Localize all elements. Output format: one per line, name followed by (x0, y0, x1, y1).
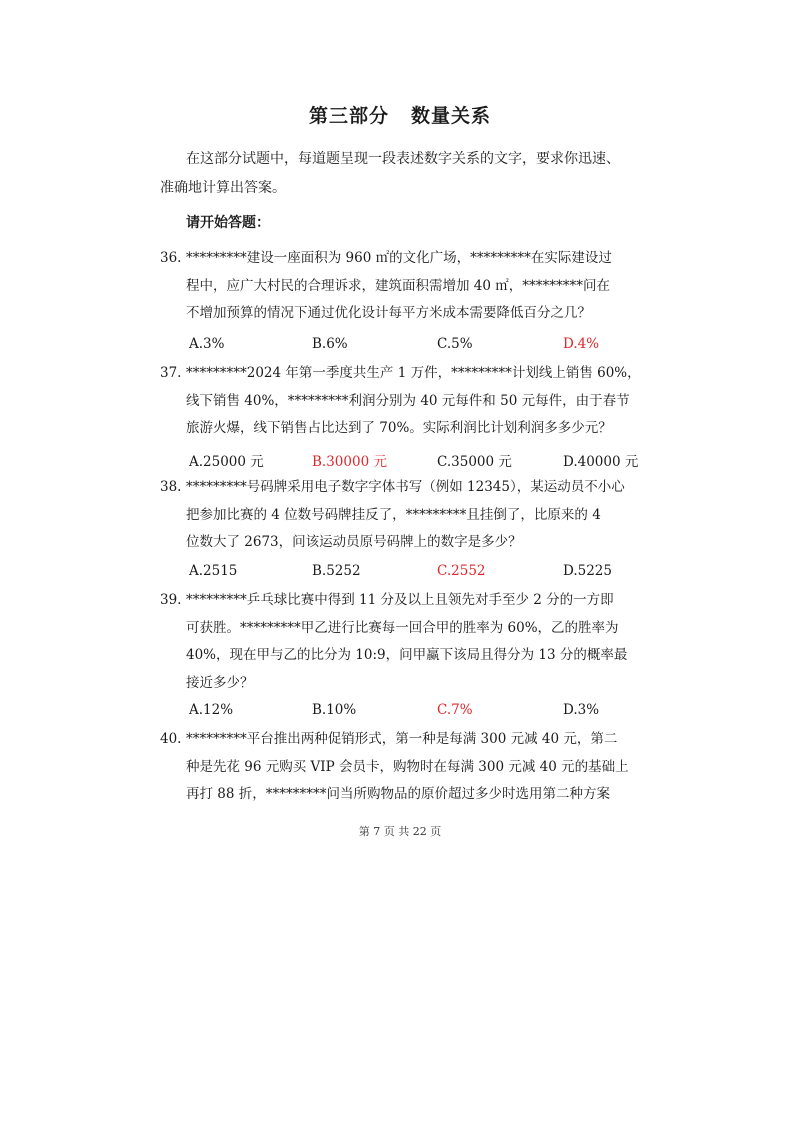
start-instruction: 请开始答题： (186, 215, 270, 231)
options-36 (189, 336, 639, 358)
options-37 (189, 450, 639, 472)
option-b[interactable]: B.6% (312, 336, 348, 352)
question-line: 旅游火爆，线下销售占比达到了 70%。实际利润比计划利润多多少元？ (186, 420, 612, 436)
question-line: 40%，现在甲与乙的比分为 10:9，问甲赢下该局且得分为 13 分的概率最 (186, 647, 628, 663)
question-line: 线下销售 40%，*********利润分别为 40 元每件和 50 元每件，由于春节 (186, 392, 630, 409)
option-b-answer[interactable]: B.30000 元 (312, 454, 387, 470)
options-39 (189, 702, 639, 724)
question-text (186, 474, 640, 557)
option-c-answer[interactable]: C.2552 (437, 563, 486, 579)
question-text (186, 726, 640, 809)
question-text (186, 587, 640, 697)
option-a[interactable]: A.3% (189, 336, 225, 352)
option-d[interactable]: D.40000 元 (563, 454, 639, 470)
intro-line: 准确地计算出答案。 (160, 180, 286, 196)
question-line: 不增加预算的情况下通过优化设计每平方米成本需要降低百分之几？ (186, 305, 591, 321)
question-line: *********乒乓球比赛中得到 11 分及以上且领先对手至少 2 分的一方即 (186, 592, 614, 608)
question-line: 位数大了 2673，问该运动员原号码牌上的数字是多少？ (186, 534, 522, 550)
question-40 (160, 726, 640, 809)
option-c[interactable]: C.35000 元 (437, 454, 512, 470)
section-title-part: 第三部分 (308, 105, 389, 127)
option-a[interactable]: A.12% (189, 702, 234, 718)
page-footer: 第 7 页 共 22 页 (358, 825, 442, 838)
question-text (186, 360, 640, 443)
question-number: 37. (160, 365, 182, 381)
section-intro (160, 145, 636, 203)
question-line: *********平台推出两种促销形式，第一种是每满 300 元减 40 元，第二 (186, 731, 618, 747)
option-c-answer[interactable]: C.7% (437, 702, 473, 718)
question-line: 把参加比赛的 4 位数号码牌挂反了，*********且挂倒了，比原来的 4 (186, 506, 601, 523)
question-39 (160, 587, 640, 697)
question-line: 可获胜。*********甲乙进行比赛每一回合甲的胜率为 60%，乙的胜率为 (186, 619, 619, 636)
question-number: 36. (160, 250, 182, 266)
option-d[interactable]: D.5225 (563, 563, 612, 579)
option-d-answer[interactable]: D.4% (563, 336, 600, 352)
question-38 (160, 474, 640, 557)
option-a[interactable]: A.25000 元 (189, 454, 264, 470)
option-b[interactable]: B.10% (312, 702, 357, 718)
question-line: *********号码牌采用电子数字字体书写（例如 12345），某运动员不小心 (186, 479, 625, 495)
question-line: 再打 88 折，*********问当所购物品的原价超过多少时选用第二种方案 (186, 786, 611, 802)
options-38 (189, 563, 639, 585)
question-line: 种是先花 96 元购买 VIP 会员卡，购物时在每满 300 元减 40 元的基础上 (186, 758, 629, 775)
section-title-topic: 数量关系 (411, 105, 492, 127)
option-c[interactable]: C.5% (437, 336, 473, 352)
question-line: 接近多少？ (186, 674, 254, 691)
question-line: *********建设一座面积为 960 ㎡的文化广场，*********在实际建设过 (186, 250, 612, 266)
question-37 (160, 360, 640, 443)
question-number: 39. (160, 592, 182, 608)
question-number: 40. (160, 731, 182, 747)
section-title (0, 101, 800, 128)
option-d[interactable]: D.3% (563, 702, 600, 718)
option-a[interactable]: A.2515 (189, 563, 238, 579)
question-text (186, 245, 640, 328)
question-line: 程中，应广大村民的合理诉求，建筑面积需增加 40 ㎡，*********问在 (186, 277, 611, 294)
question-line: *********2024 年第一季度共生产 1 万件，*********计划线上销售 60%， (186, 365, 641, 381)
intro-line: 在这部分试题中，每道题呈现一段表述数字关系的文字，要求你迅速、 (186, 151, 620, 167)
question-number: 38. (160, 479, 182, 495)
option-b[interactable]: B.5252 (312, 563, 361, 579)
question-36 (160, 245, 640, 328)
